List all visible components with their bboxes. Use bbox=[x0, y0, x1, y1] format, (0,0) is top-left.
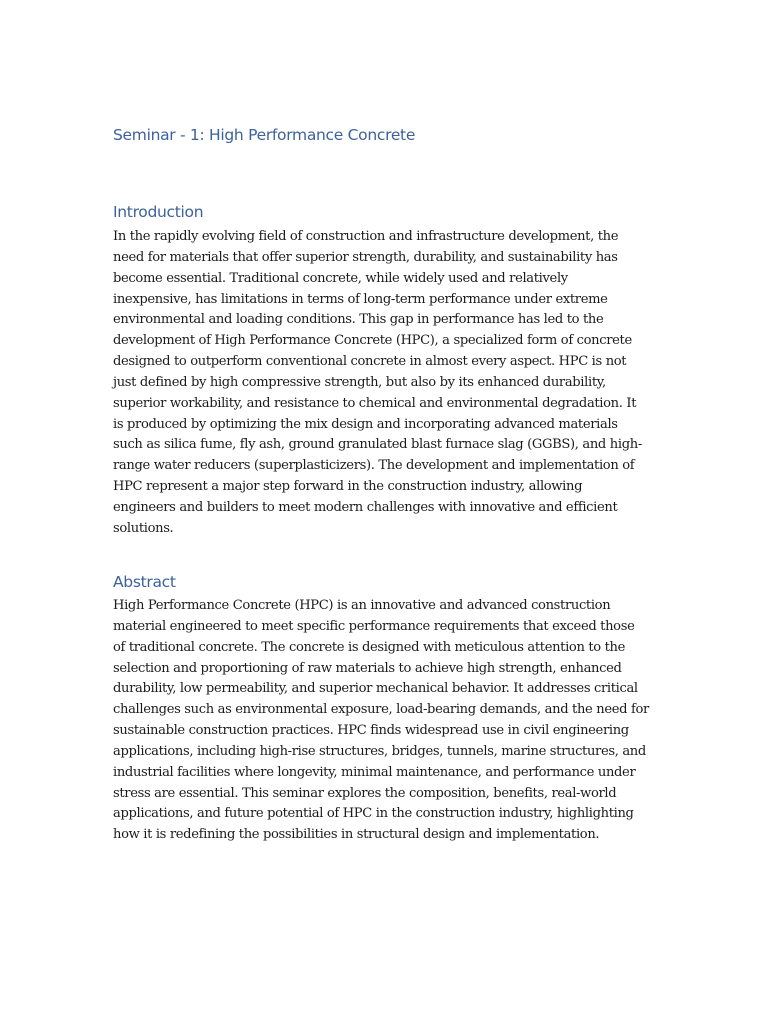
paragraph-line: challenges such as environmental exposure, load-bearing demands, and the need for bbox=[113, 702, 649, 718]
paragraph-line: become essential. Traditional concrete, while widely used and relatively bbox=[113, 270, 568, 286]
paragraph-line: range water reducers (superplasticizers). The development and implementation of bbox=[113, 458, 635, 474]
paragraph-line: material engineered to meet specific performance requirements that exceed those bbox=[113, 618, 635, 634]
paragraph-line: inexpensive, has limitations in terms of long-term performance under extreme bbox=[113, 291, 608, 307]
paragraph-line: In the rapidly evolving field of construction and infrastructure development, the bbox=[113, 229, 619, 244]
paragraph-line: selection and proportioning of raw materials to achieve high strength, enhanced bbox=[113, 660, 622, 676]
paragraph-line: applications, including high-rise structures, bridges, tunnels, marine structures, and bbox=[113, 743, 646, 759]
paragraph-line: High Performance Concrete (HPC) is an innovative and advanced construction bbox=[113, 598, 611, 613]
section-heading-introduction: Introduction bbox=[113, 203, 204, 221]
paragraph-line: need for materials that offer superior strength, durability, and sustainability has bbox=[113, 249, 618, 265]
paragraph-line: of traditional concrete. The concrete is designed with meticulous attention to the bbox=[113, 639, 625, 655]
section-paragraph-abstract bbox=[113, 596, 649, 846]
paragraph-line: designed to outperform conventional concrete in almost every aspect. HPC is not bbox=[113, 354, 627, 370]
paragraph-line: development of High Performance Concrete (HPC), a specialized form of concrete bbox=[113, 333, 632, 349]
paragraph-line: stress are essential. This seminar explores the composition, benefits, real-world bbox=[113, 785, 617, 801]
paragraph-line: environmental and loading conditions. This gap in performance has led to the bbox=[113, 312, 604, 328]
paragraph-line: how it is redefining the possibilities in structural design and implementation. bbox=[113, 827, 600, 843]
paragraph-line: durability, low permeability, and superior mechanical behavior. It addresses critical bbox=[113, 681, 638, 697]
paragraph-line: HPC represent a major step forward in the construction industry, allowing bbox=[113, 479, 583, 495]
paragraph-line: industrial facilities where longevity, minimal maintenance, and performance under bbox=[113, 764, 636, 780]
document-title: Seminar - 1: High Performance Concrete bbox=[113, 126, 416, 144]
paragraph-line: solutions. bbox=[113, 520, 174, 536]
paragraph-line: applications, and future potential of HPC in the construction industry, highlighting bbox=[113, 806, 634, 822]
section-paragraph-introduction bbox=[113, 227, 642, 540]
paragraph-line: sustainable construction practices. HPC finds widespread use in civil engineering bbox=[113, 723, 629, 739]
paragraph-line: is produced by optimizing the mix design and incorporating advanced materials bbox=[113, 416, 618, 432]
paragraph-line: such as silica fume, fly ash, ground granulated blast furnace slag (GGBS), and high- bbox=[113, 437, 642, 453]
paragraph-line: just defined by high compressive strength, but also by its enhanced durability, bbox=[113, 374, 606, 390]
paragraph-line: superior workability, and resistance to chemical and environmental degradation. It bbox=[113, 395, 637, 411]
section-heading-abstract: Abstract bbox=[113, 573, 176, 591]
paragraph-line: engineers and builders to meet modern challenges with innovative and efficient bbox=[113, 499, 618, 515]
